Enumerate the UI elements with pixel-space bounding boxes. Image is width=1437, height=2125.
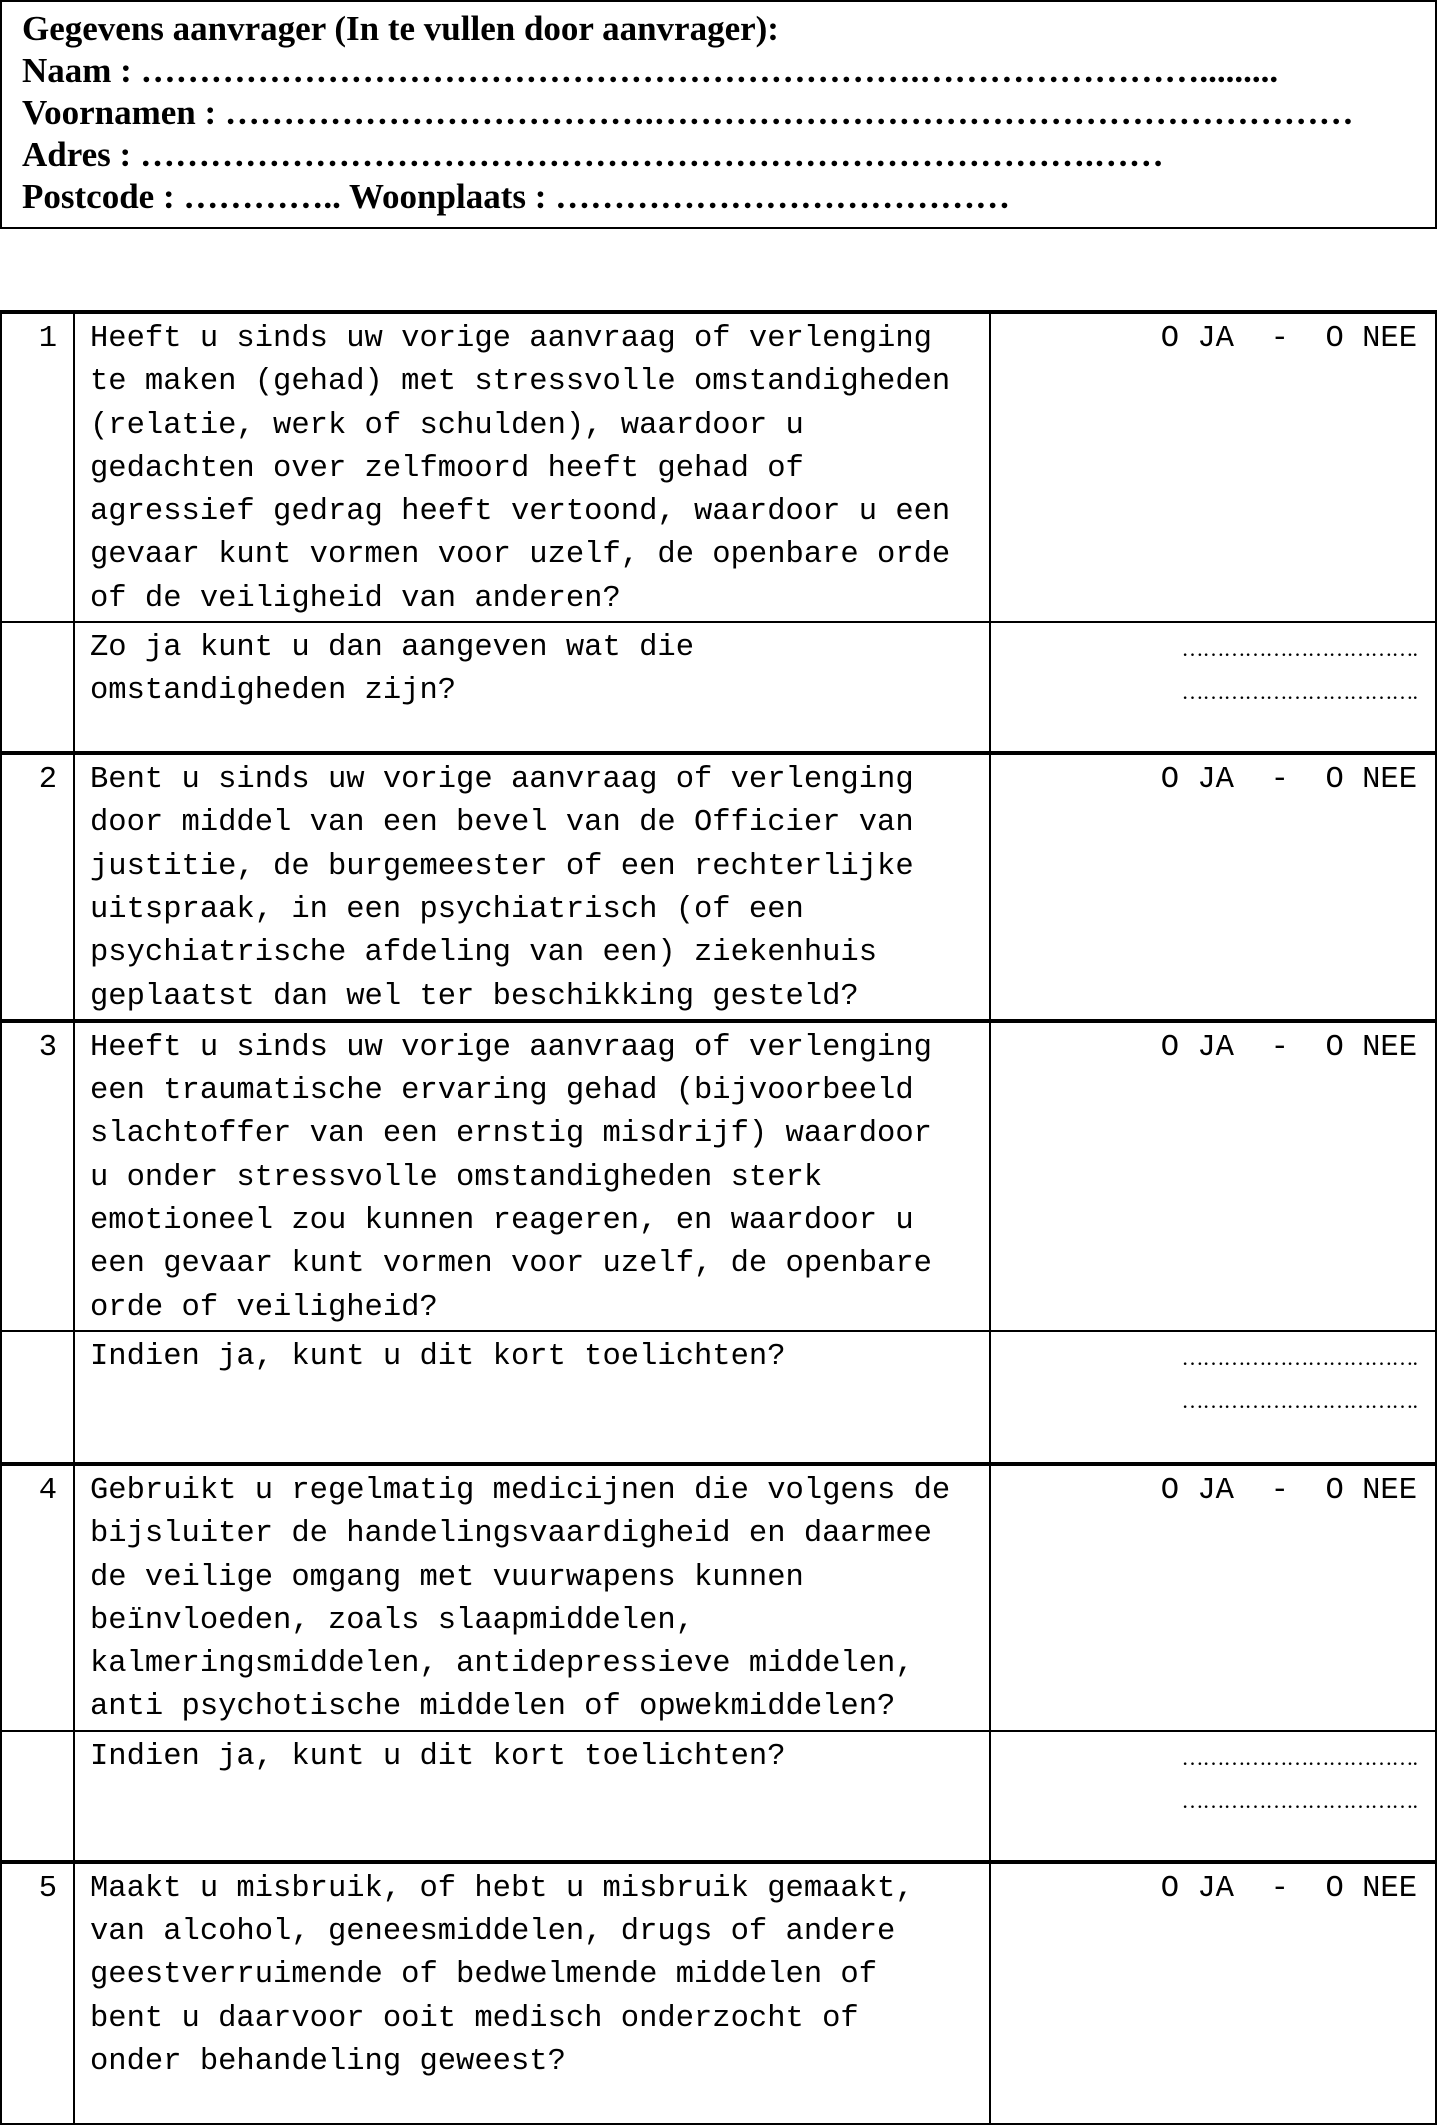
first-names-field[interactable] (2, 92, 1435, 134)
applicant-title: Gegevens aanvrager (In te vullen door aanvrager): (22, 9, 779, 48)
question-number: 4 (1, 1464, 74, 1731)
followup-row (1, 1331, 1436, 1464)
name-label: Naam : (22, 51, 132, 90)
yes-no-answer[interactable]: O JA - O NEE (990, 312, 1436, 622)
address-input[interactable]: ……………………………………………………………………….…… (139, 135, 1164, 174)
yes-no-answer[interactable]: O JA - O NEE (990, 1862, 1436, 2124)
questionnaire-table (0, 310, 1437, 2125)
question-number: 5 (1, 1862, 74, 2124)
question-row (1, 1021, 1436, 1331)
question-number: 2 (1, 753, 74, 1021)
question-number: 3 (1, 1021, 74, 1331)
explanation-input[interactable]: ……………………………. ……………………………. (990, 622, 1436, 753)
question-text: Zo ja kunt u dan aangeven wat die omstandigheden zijn? (74, 622, 990, 753)
explanation-input[interactable]: ……………………………. ……………………………. (990, 1331, 1436, 1464)
question-text: Indien ja, kunt u dit kort toelichten? (74, 1331, 990, 1464)
address-label: Adres : (22, 135, 132, 174)
applicant-details-box (0, 0, 1437, 229)
name-field[interactable] (2, 50, 1435, 92)
postcode-label: Postcode : (22, 177, 175, 216)
question-text: Bent u sinds uw vorige aanvraag of verlenging door middel van een bevel van de Officier van justitie, de burgemeester of een rechterlijke uitspraak, in een psychiatrisch (of een psychiatrische afdeling van een) ziekenhuis geplaatst dan wel ter beschikking gesteld? (74, 753, 990, 1021)
question-text: Indien ja, kunt u dit kort toelichten? (74, 1731, 990, 1862)
question-row (1, 1464, 1436, 1731)
yes-no-answer[interactable]: O JA - O NEE (990, 1464, 1436, 1731)
followup-row (1, 622, 1436, 753)
question-text: Gebruikt u regelmatig medicijnen die volgens de bijsluiter de handelingsvaardigheid en daarmee de veilige omgang met vuurwapens kunnen beïnvloeden, zoals slaapmiddelen, kalmeringsmiddelen, antidepressieve middelen, anti psychotische middelen of opwekmiddelen? (74, 1464, 990, 1731)
question-text: Heeft u sinds uw vorige aanvraag of verlenging een traumatische ervaring gehad (bijvoorbeeld slachtoffer van een ernstig misdrijf) waardoor u onder stressvolle omstandigheden sterk emotioneel zou kunnen reageren, en waardoor u een gevaar kunt vormen voor uzelf, de openbare orde of veiligheid? (74, 1021, 990, 1331)
question-number: 1 (1, 312, 74, 622)
question-row (1, 312, 1436, 622)
explanation-input[interactable]: ……………………………. ……………………………. (990, 1731, 1436, 1862)
question-text: Maakt u misbruik, of hebt u misbruik gemaakt, van alcohol, geneesmiddelen, drugs of andere geestverruimende of bedwelmende middelen of bent u daarvoor ooit medisch onderzocht of onder behandeling geweest? (74, 1862, 990, 2124)
name-input[interactable]: ………………………………………………………….……………………......... (140, 51, 1279, 90)
yes-no-answer[interactable]: O JA - O NEE (990, 1021, 1436, 1331)
question-row (1, 1862, 1436, 2124)
city-label: Woonplaats : (348, 177, 547, 216)
postcode-city-field[interactable] (2, 176, 1435, 218)
question-text: Heeft u sinds uw vorige aanvraag of verlenging te maken (gehad) met stressvolle omstandigheden (relatie, werk of schulden), waardoor u gedachten over zelfmoord heeft gehad of agressief gedrag heeft vertoond, waardoor u een gevaar kunt vormen voor uzelf, de openbare orde of de veiligheid van anderen? (74, 312, 990, 622)
yes-no-answer[interactable]: O JA - O NEE (990, 753, 1436, 1021)
city-input[interactable]: ………………………………… (555, 177, 1011, 216)
address-field[interactable] (2, 134, 1435, 176)
question-number (1, 1731, 74, 1862)
question-number (1, 622, 74, 753)
followup-row (1, 1731, 1436, 1862)
first-names-input[interactable]: ……………………………….…………………………………………………… (224, 93, 1354, 132)
question-row (1, 753, 1436, 1021)
postcode-input[interactable]: ………….. (183, 177, 341, 216)
first-names-label: Voornamen : (22, 93, 217, 132)
question-number (1, 1331, 74, 1464)
